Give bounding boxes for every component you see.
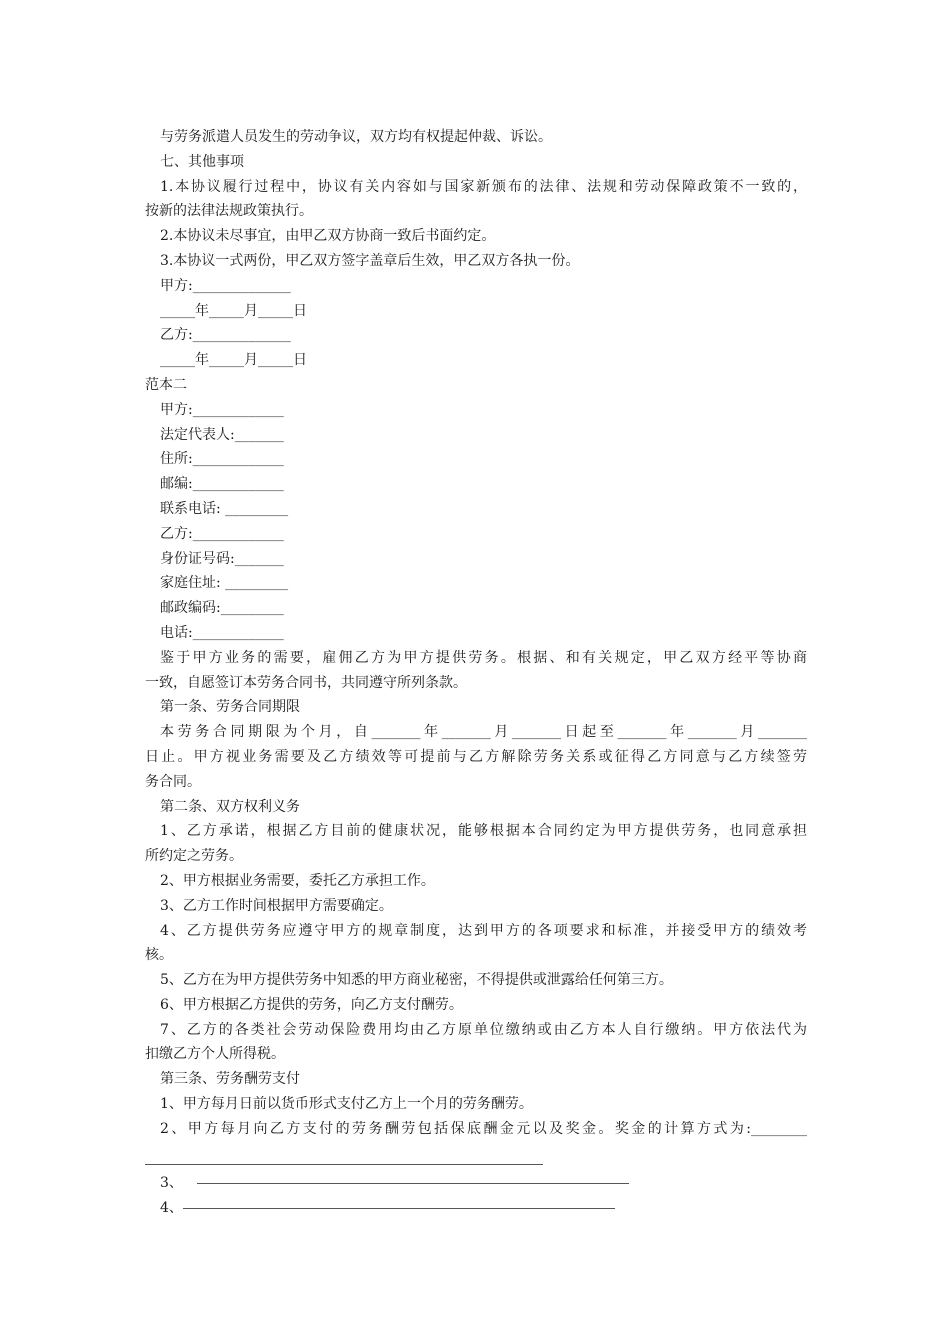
text-line: 电话:_____________ [160, 624, 284, 641]
text-line: _____年_____月_____日 [160, 302, 307, 319]
text-line: 1、乙方承诺，根据乙方目前的健康状况，能够根据本合同约定为甲方提供劳务，也同意承担 [160, 823, 807, 840]
text-line: 4、乙方提供劳务应遵守甲方的规章制度，达到甲方的各项要求和标准，并接受甲方的绩效考 [160, 922, 807, 939]
text-line: 第一条、劳务合同期限 [160, 699, 300, 716]
text-line: 7、乙方的各类社会劳动保险费用均由乙方原单位缴纳或由乙方本人自行缴纳。甲方依法代为 [160, 1021, 807, 1038]
text-line: 家庭住址: _________ [160, 575, 289, 592]
text-line: 七、其他事项 [160, 153, 244, 170]
text-line: 2.本协议未尽事宜，由甲乙双方协商一致后书面约定。 [160, 228, 496, 245]
text-line: 核。 [145, 947, 173, 964]
text-line: 邮编:_____________ [160, 476, 284, 493]
text-line: 2、甲方每月向乙方支付的劳务酬劳包括保底酬金元以及奖金。奖金的计算方式为:________ [160, 1120, 807, 1137]
item-3-blank [197, 1183, 629, 1184]
text-line: 甲方:______________ [160, 277, 291, 294]
text-line: 本劳务合同期限为个月，自_______年_______月_______日起至_______年_______月_______ [160, 724, 807, 741]
text-line: 按新的法律法规政策执行。 [145, 203, 313, 220]
item-4-blank [183, 1208, 615, 1209]
text-line: _____年_____月_____日 [160, 352, 307, 369]
text-line: 第二条、双方权利义务 [160, 798, 300, 815]
text-line: 范本二 [145, 376, 187, 393]
text-line: 5、乙方在为甲方提供劳务中知悉的甲方商业秘密，不得提供或泄露给任何第三方。 [160, 972, 673, 989]
text-line: 乙方:______________ [160, 327, 291, 344]
text-line: 联系电话: _________ [160, 500, 289, 517]
item-3-row [160, 1172, 629, 1192]
text-line: 扣缴乙方个人所得税。 [145, 1046, 285, 1063]
item-4-row [160, 1197, 615, 1217]
text-line: 邮政编码:_________ [160, 600, 284, 617]
text-line: 一致，自愿签订本劳务合同书，共同遵守所列条款。 [145, 674, 467, 691]
text-line: 第三条、劳务酬劳支付 [160, 1071, 300, 1088]
text-line: 6、甲方根据乙方提供的劳务，向乙方支付酬劳。 [160, 996, 463, 1013]
text-line: 乙方:_____________ [160, 525, 284, 542]
text-line: 鉴于甲方业务的需要，雇佣乙方为甲方提供劳务。根据、和有关规定，甲乙双方经平等协商 [160, 649, 807, 666]
text-line: 与劳务派遣人员发生的劳动争议，双方均有权提起仲裁、诉讼。 [160, 129, 552, 145]
text-line: 1、甲方每月日前以货币形式支付乙方上一个月的劳务酬劳。 [160, 1096, 533, 1113]
text-line: 1.本协议履行过程中，协议有关内容如与国家新颁布的法律、法规和劳动保障政策不一致的， [160, 178, 807, 195]
text-line: 务合同。 [145, 773, 201, 790]
text-line: 日止。甲方视业务需要及乙方绩效等可提前与乙方解除劳务关系或征得乙方同意与乙方续签劳 [145, 748, 807, 765]
text-line: 法定代表人:_______ [160, 426, 284, 443]
text-line: 3、乙方工作时间根据甲方需要确定。 [160, 897, 393, 914]
text-line: 所约定之劳务。 [145, 848, 243, 865]
document-body [145, 125, 807, 1142]
item-4-label: 4、 [160, 1200, 183, 1216]
item-3-label: 3、 [160, 1175, 183, 1191]
text-line: 甲方:_____________ [160, 401, 284, 418]
text-line: 3.本协议一式两份，甲乙双方签字盖章后生效，甲乙双方各执一份。 [160, 252, 580, 269]
blank-rule [145, 1164, 543, 1165]
text-line: 住所:_____________ [160, 451, 284, 468]
text-line: 身份证号码:_______ [160, 550, 284, 567]
text-line: 2、甲方根据业务需要，委托乙方承担工作。 [160, 872, 435, 889]
